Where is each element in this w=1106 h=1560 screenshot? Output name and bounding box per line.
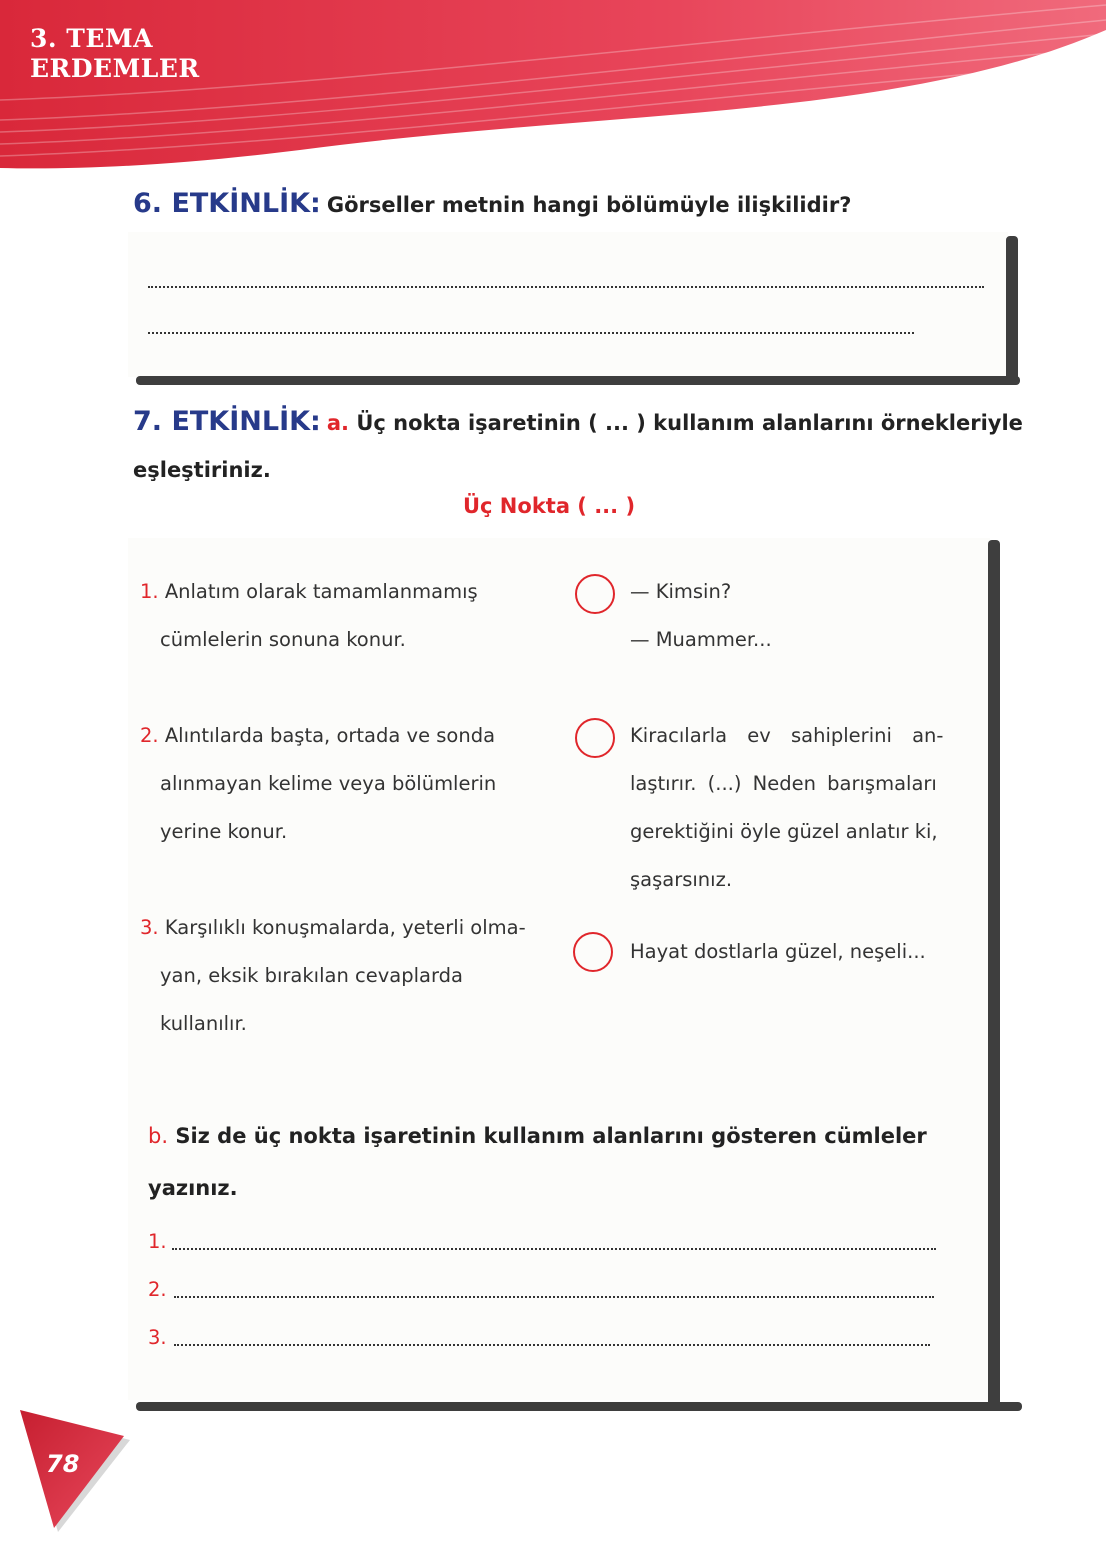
sentence-line-3[interactable] [174, 1344, 930, 1346]
part-a-continuation: eşleştiriniz. [133, 458, 271, 482]
header-banner [0, 0, 1106, 175]
theme-title: ERDEMLER [30, 54, 200, 83]
sentence-line-2[interactable] [174, 1296, 934, 1298]
activity6-label: 6. ETKİNLİK: [133, 188, 321, 219]
part-b-text: Siz de üç nokta işaretinin kullanım alanlarını gösteren cümleler [175, 1124, 927, 1148]
use-item-2-line-3: yerine konur. [160, 820, 288, 843]
use-item-3 [140, 904, 526, 1048]
use-item-3-line-1: 3. Karşılıklı konuşmalarda, yeterli olma- [140, 916, 526, 939]
example-2-line-3: gerektiğini öyle güzel anlatır ki, [630, 820, 938, 843]
use-item-1-line-1: 1. Anlatım olarak tamamlanmamış [140, 580, 478, 603]
answer-line-1[interactable] [148, 286, 984, 288]
activity6-question: Görseller metnin hangi bölümüyle ilişkilidir? [326, 193, 852, 217]
example-3-line-1: Hayat dostlarla güzel, neşeli... [630, 940, 926, 963]
match-circle-2[interactable] [575, 718, 615, 758]
sentence-line-1[interactable] [172, 1248, 936, 1250]
use-item-1-line-2: cümlelerin sonuna konur. [160, 628, 406, 651]
use-item-3-number: 3. [140, 916, 159, 939]
activity7-heading [133, 406, 1023, 437]
theme-number: 3. TEMA [30, 24, 154, 53]
answer-number-2: 2. [148, 1278, 167, 1301]
example-2 [630, 712, 943, 904]
use-item-2-line-2: alınmayan kelime veya bölümlerin [160, 772, 497, 795]
example-2-line-1: Kiracılarla ev sahiplerini an- [630, 724, 944, 747]
use-item-2 [140, 712, 496, 856]
activity6-heading [133, 188, 851, 219]
example-1 [630, 568, 772, 664]
box7-frame-right [988, 540, 1000, 1410]
use-item-3-line-3: kullanılır. [160, 1012, 247, 1035]
use-item-1 [140, 568, 478, 664]
example-1-line-1: — Kimsin? [630, 580, 732, 603]
answer-line-2[interactable] [148, 332, 914, 334]
example-2-line-2: laştırır. (...) Neden barışmaları [630, 772, 937, 795]
example-1-line-2: — Muammer... [630, 628, 772, 651]
answer-number-3: 3. [148, 1326, 167, 1349]
activity7-label: 7. ETKİNLİK: [133, 406, 321, 437]
use-item-3-line-2: yan, eksik bırakılan cevaplarda [160, 964, 463, 987]
use-item-2-line-1: 2. Alıntılarda başta, ortada ve sonda [140, 724, 496, 747]
use-item-1-number: 1. [140, 580, 159, 603]
match-circle-3[interactable] [573, 932, 613, 972]
example-3 [630, 928, 926, 976]
part-a-text: Üç nokta işaretinin ( ... ) kullanım alanlarını örnekleriyle [356, 411, 1023, 435]
activity6-answer-box [128, 232, 1008, 377]
box6-frame-bottom [136, 376, 1020, 385]
part-b-continuation: yazınız. [148, 1176, 238, 1200]
section-title: Üç Nokta ( ... ) [463, 494, 636, 518]
page-number: 78 [46, 1450, 80, 1478]
match-circle-1[interactable] [575, 574, 615, 614]
box6-frame-right [1006, 236, 1018, 382]
part-b-heading [148, 1124, 927, 1148]
part-b-marker: b. [148, 1124, 169, 1148]
box7-frame-bottom [136, 1402, 1022, 1411]
part-a-marker: a. [326, 411, 349, 435]
example-2-line-4: şaşarsınız. [630, 868, 733, 891]
page-badge [20, 1410, 140, 1535]
use-item-2-number: 2. [140, 724, 159, 747]
answer-number-1: 1. [148, 1230, 167, 1253]
